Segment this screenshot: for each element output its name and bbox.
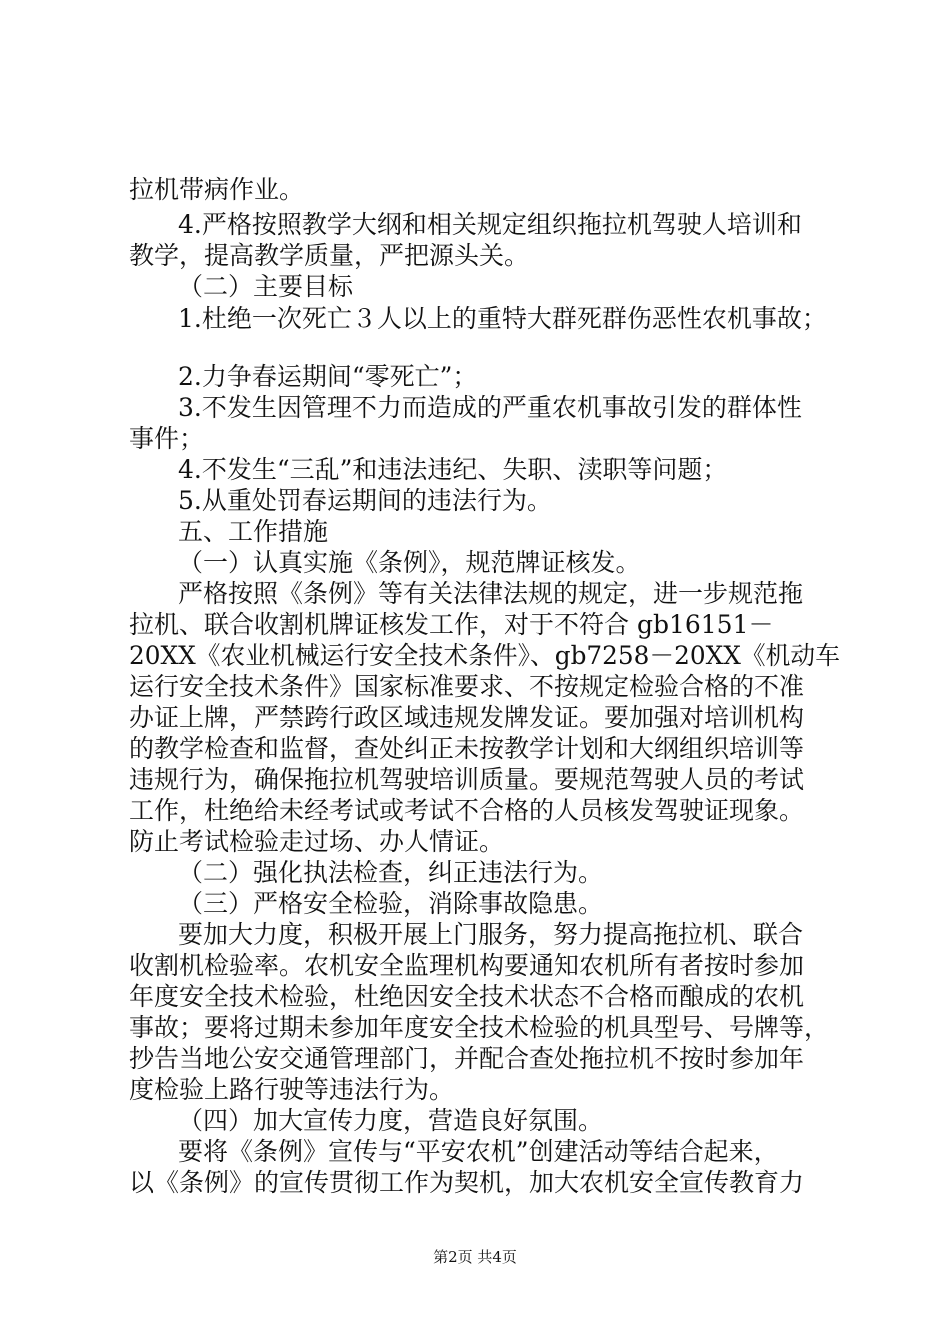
text-line: 20XX《农业机械运行安全技术条件》、gb7258－20XX《机动车 xyxy=(129,641,840,670)
text-line: 严格按照《条例》等有关法律法规的规定，进一步规范拖 xyxy=(178,579,804,608)
section-heading: （一）认真实施《条例》，规范牌证核发。 xyxy=(178,548,641,577)
page-footer: 第2页 共4页 xyxy=(433,1248,517,1266)
text-line: 年度安全技术检验，杜绝因安全技术状态不合格而酿成的农机 xyxy=(129,982,805,1011)
text-line: 拉机带病作业。 xyxy=(129,175,305,204)
text-line: 收割机检验率。农机安全监理机构要通知农机所有者按时参加 xyxy=(129,951,805,980)
text-line: 3.不发生因管理不力而造成的严重农机事故引发的群体性 xyxy=(178,393,802,422)
section-heading: （四）加大宣传力度，营造良好氛围。 xyxy=(178,1106,604,1135)
text-line: 5.从重处罚春运期间的违法行为。 xyxy=(178,486,552,515)
section-heading: （三）严格安全检验，消除事故隐患。 xyxy=(178,889,604,918)
text-line: 抄告当地公安交通管理部门，并配合查处拖拉机不按时参加年 xyxy=(129,1044,805,1073)
text-line: 要加大力度，积极开展上门服务，努力提高拖拉机、联合 xyxy=(178,920,804,949)
text-line: 4.不发生“三乱”和违法违纪、失职、渎职等问题； xyxy=(178,455,728,484)
text-line: 事故；要将过期未参加年度安全技术检验的机具型号、号牌等， xyxy=(129,1013,830,1042)
text-line: 防止考试检验走过场、办人情证。 xyxy=(129,827,505,856)
section-heading: 五、工作措施 xyxy=(178,517,329,546)
text-line: 工作，杜绝给未经考试或考试不合格的人员核发驾驶证现象。 xyxy=(129,796,805,825)
text-line: 要将《条例》宣传与“平安农机”创建活动等结合起来， xyxy=(178,1137,779,1166)
text-line: 运行安全技术条件》国家标准要求、不按规定检验合格的不准 xyxy=(129,672,805,701)
text-line: 的教学检查和监督，查处纠正未按教学计划和大纲组织培训等 xyxy=(129,734,805,763)
text-line: 办证上牌，严禁跨行政区域违规发牌发证。要加强对培训机构 xyxy=(129,703,805,732)
section-heading: （二）强化执法检查，纠正违法行为。 xyxy=(178,858,604,887)
text-line: 事件； xyxy=(129,424,205,453)
section-heading: （二）主要目标 xyxy=(178,272,354,301)
text-line: 以《条例》的宣传贯彻工作为契机，加大农机安全宣传教育力 xyxy=(129,1168,805,1197)
text-line: 拉机、联合收割机牌证核发工作，对于不符合 gb16151－ xyxy=(129,610,774,639)
text-line: 4.严格按照教学大纲和相关规定组织拖拉机驾驶人培训和 xyxy=(178,210,802,239)
text-line: 教学，提高教学质量，严把源头关。 xyxy=(129,241,530,270)
text-line: 违规行为，确保拖拉机驾驶培训质量。要规范驾驶人员的考试 xyxy=(129,765,805,794)
text-line: 1.杜绝一次死亡３人以上的重特大群死群伤恶性农机事故； xyxy=(178,304,827,333)
text-line: 度检验上路行驶等违法行为。 xyxy=(129,1075,455,1104)
text-line: 2.力争春运期间“零死亡”； xyxy=(178,362,478,391)
